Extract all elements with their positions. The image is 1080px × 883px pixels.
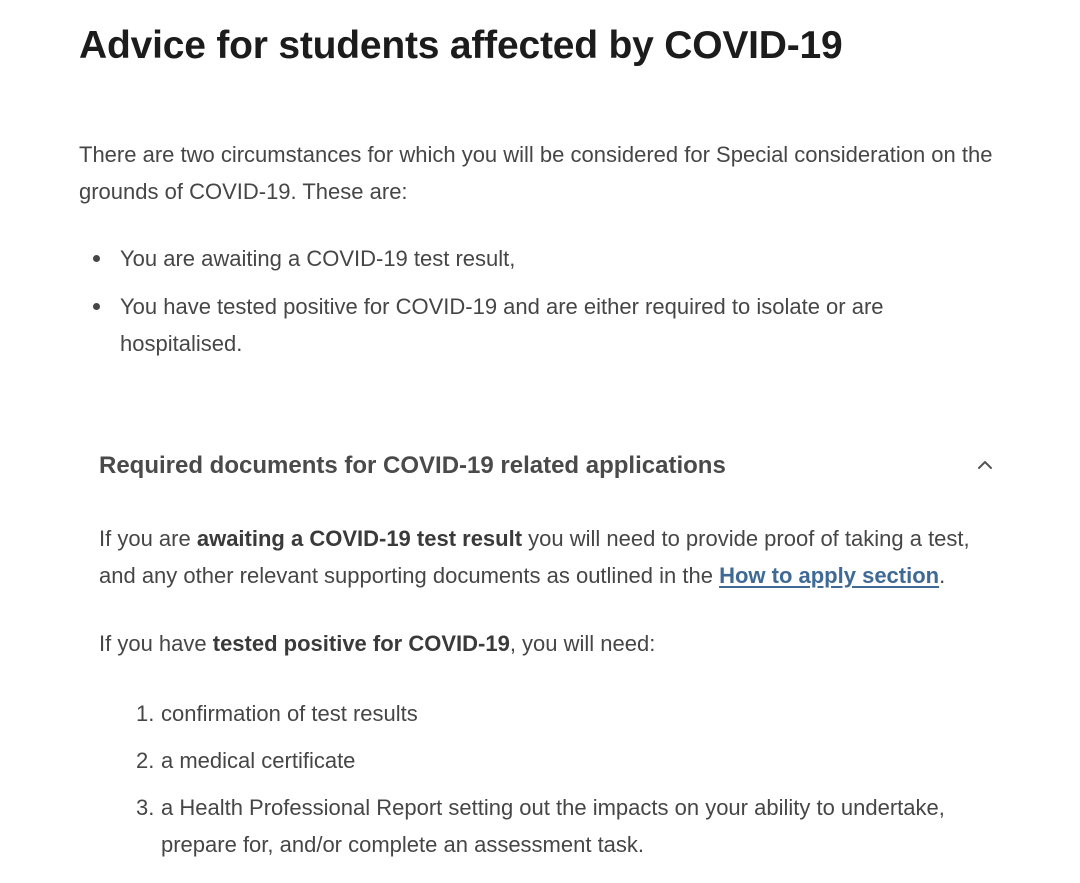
list-number: 1. [136,701,155,726]
tested-positive-paragraph [99,625,999,662]
bold-text: awaiting a COVID-19 test result [196,526,523,551]
list-item-text: confirmation of test results [161,701,418,726]
requirements-list [99,695,999,873]
list-item-text: a Health Professional Report setting out the impacts on your ability to undertake, prepare for, and/or complete an assessment task. [161,795,945,857]
list-item [99,789,999,863]
bold-text: tested positive for COVID-19 [212,631,510,656]
text: , you will need: [509,631,656,656]
circumstances-list [79,240,979,373]
list-item: You are awaiting a COVID-19 test result, [79,240,979,277]
text: . [939,563,946,588]
intro-paragraph: There are two circumstances for which you will be considered for Special consideration on the grounds of COVID-19. These are: [79,142,993,204]
text: If you have [99,631,213,656]
accordion-title: Required documents for COVID-19 related applications [99,452,726,479]
test-result-paragraph [99,520,999,594]
accordion-toggle[interactable] [99,444,999,488]
how-to-apply-link[interactable]: How to apply section [719,563,940,588]
text: you will need to provide proof of taking a test, and any other relevant supporting documents as outlined in the [99,526,970,588]
chevron-up-icon[interactable] [976,458,994,472]
list-item-text: a medical certificate [161,748,356,773]
list-number: 2. [136,748,155,773]
list-item [99,695,999,732]
list-item: You have tested positive for COVID-19 and are either required to isolate or are hospitalised. [79,288,979,362]
page-title: Advice for students affected by COVID-19 [79,24,843,67]
list-number: 3. [136,795,155,820]
list-item [99,742,999,779]
text: If you are [99,526,197,551]
